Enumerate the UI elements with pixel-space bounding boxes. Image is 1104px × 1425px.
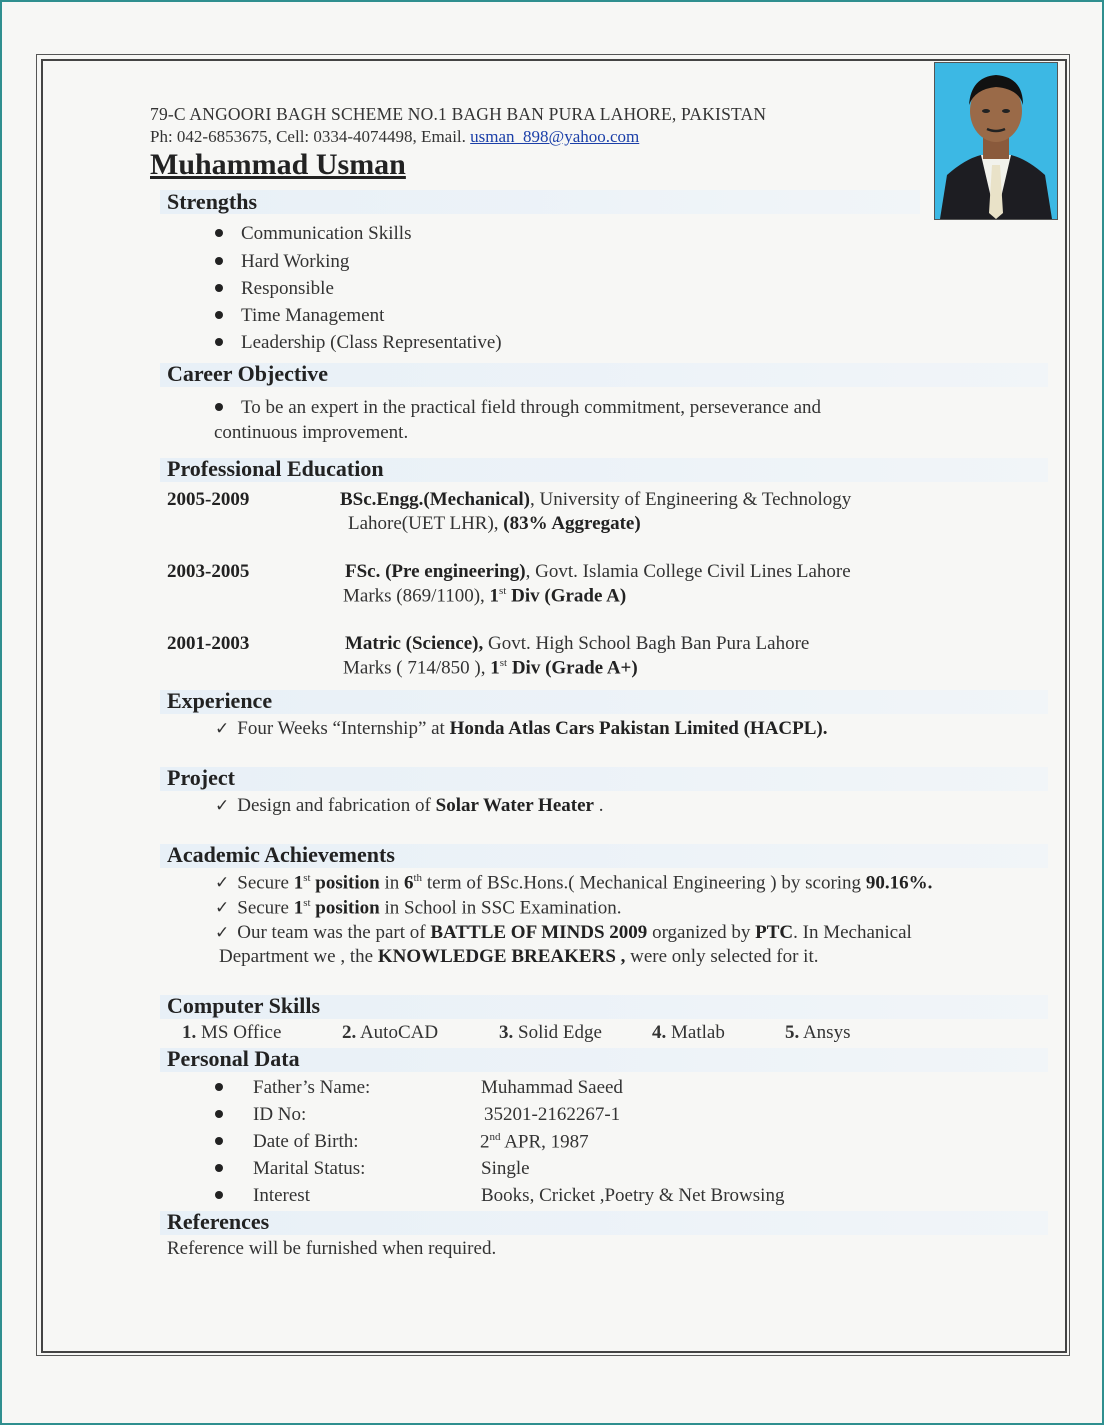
personal-value: Books, Cricket ,Poetry & Net Browsing [481,1185,785,1206]
education-degree: Matric (Science), Govt. High School Bagh Ban Pura Lahore [345,633,810,654]
education-years: 2001-2003 [167,633,250,654]
project-heading: Project [167,765,235,790]
list-item: Hard Working [215,251,349,273]
section-band [160,767,1048,791]
education-years: 2005-2009 [167,489,250,510]
checkmark-icon: ✓ [215,719,230,739]
list-item: Leadership (Class Representative) [215,332,502,354]
personal-value: 35201-2162267-1 [484,1104,621,1125]
education-detail: Marks (869/1100), 1st Div (Grade A) [343,585,627,607]
career-objective-heading: Career Objective [167,361,329,386]
checkmark-icon: ✓ [215,796,230,816]
personal-row: Father’s Name: [215,1077,370,1099]
achievements-heading: Academic Achievements [167,842,395,867]
skill-item: 4. Matlab [652,1022,725,1043]
section-band [160,690,1048,714]
skill-item: 3. Solid Edge [499,1022,602,1043]
person-portrait-icon [934,62,1058,220]
education-years: 2003-2005 [167,561,250,582]
computer-skills-heading: Computer Skills [167,993,321,1018]
section-band [160,1211,1048,1235]
bullet-icon [215,1083,223,1091]
list-item: Time Management [215,305,384,327]
personal-row: Interest [215,1185,310,1207]
education-degree: BSc.Engg.(Mechanical), University of Engineering & Technology [340,489,852,510]
checkmark-icon: ✓ [215,923,230,943]
section-band [160,190,920,214]
bullet-icon [215,1137,223,1145]
bullet-icon [215,1164,223,1172]
bullet-icon [215,403,223,411]
bullet-icon [215,338,223,346]
checkmark-icon: ✓ [215,873,230,894]
bullet-icon [215,1191,223,1199]
address-line: 79-C ANGOORI BAGH SCHEME NO.1 BAGH BAN PURA LAHORE, PAKISTAN [150,104,767,124]
personal-row: Date of Birth: [215,1131,359,1153]
bullet-icon [215,257,223,265]
references-heading: References [167,1209,270,1234]
achievement-item: ✓ Secure 1st position in 6th term of BSc.Hons.( Mechanical Engineering ) by scoring 90.16%. [215,872,933,894]
list-item: Responsible [215,278,334,300]
personal-value: Single [481,1158,530,1179]
achievement-item: ✓ Secure 1st position in School in SSC Examination. [215,897,622,919]
bullet-icon [215,229,223,237]
personal-value: Muhammad Saeed [481,1077,623,1098]
bullet-icon [215,284,223,292]
personal-row: Marital Status: [215,1158,365,1180]
checkmark-icon: ✓ [215,898,230,919]
candidate-name: Muhammad Usman [150,148,406,181]
project-item: ✓ Design and fabrication of Solar Water Heater . [215,795,604,816]
education-detail: Lahore(UET LHR), (83% Aggregate) [348,513,641,534]
list-item: Communication Skills [215,223,411,245]
contact-line [150,127,639,147]
contact-numbers: Ph: 042-6853675, Cell: 0334-4074498, Email. [150,127,466,146]
skill-item: 2. AutoCAD [342,1022,439,1043]
references-text: Reference will be furnished when required. [167,1238,497,1259]
bullet-icon [215,311,223,319]
skill-item: 5. Ansys [785,1022,851,1043]
achievement-item-cont: Department we , the KNOWLEDGE BREAKERS , were only selected for it. [219,946,819,967]
email-link[interactable]: usman_898@yahoo.com [470,127,640,146]
personal-row: ID No: [215,1104,306,1126]
bullet-icon [215,1110,223,1118]
education-degree: FSc. (Pre engineering), Govt. Islamia College Civil Lines Lahore [345,561,851,582]
experience-heading: Experience [167,688,273,713]
strengths-heading: Strengths [167,189,258,214]
personal-value: 2nd APR, 1987 [480,1131,589,1153]
education-detail: Marks ( 714/850 ), 1st Div (Grade A+) [343,657,638,679]
career-objective-text: To be an expert in the practical field through commitment, perseverance and [215,397,821,419]
skill-item: 1. MS Office [182,1022,282,1043]
career-objective-text-cont: continuous improvement. [214,422,409,443]
experience-item: ✓ Four Weeks “Internship” at Honda Atlas Cars Pakistan Limited (HACPL). [215,718,828,739]
education-heading: Professional Education [167,456,384,481]
personal-data-heading: Personal Data [167,1046,300,1071]
achievement-item: ✓ Our team was the part of BATTLE OF MINDS 2009 organized by PTC. In Mechanical [215,922,912,943]
